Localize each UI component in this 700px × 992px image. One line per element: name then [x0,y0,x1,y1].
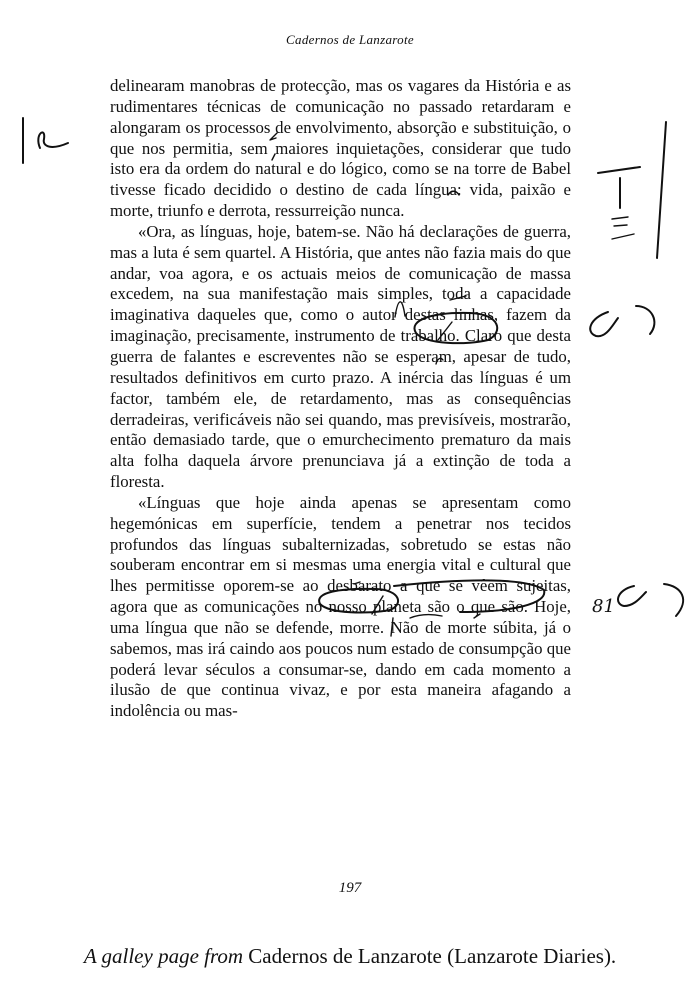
margin-mark-space [598,122,666,258]
margin-mark-81: 81 [592,596,615,617]
caption-title: Cadernos de Lanzarote (Lanzarote Diaries). [248,944,617,968]
figure-caption [0,944,700,969]
paragraph-3: «Línguas que hoje ainda apenas se apresentam como hegemónicas em superfície, tendem a penetrar nos tecidos profundos das línguas subalternizadas, sobretudo se estas não souberam encontrar em si mesmas uma energia vital e cultural que lhes permitisse oporem-se ao desbarato a que se vêem sujeitas, agora que as comunicações no nosso planeta são o que são. Hoje, uma língua que não se defende, morre. Não de morte súbita, já o sabemos, mas irá caindo aos poucos num estado de consumpção que poderá levar séculos a consumar-se, dando em cada momento a ilusão de que continua vivaz, e por esta maneira afagando a indolência ou mas- [110,492,571,721]
running-head: Cadernos de Lanzarote [286,32,414,47]
page-number: 197 [338,880,362,896]
paragraph-2: «Ora, as línguas, hoje, batem-se. Não há declarações de guerra, mas a luta é sem quartel. A História, que antes não fazia mais do que andar, voa agora, e os actuais meios de comunicação de massa excedem, na sua manifestação mais simples, toda a capacidade imaginativa daqueles que, como o autor destas linhas, fazem da imaginação, precisamente, instrumento de trabalho. Claro que desta guerra de falantes e escreventes não se esperam, apesar de tudo, resultados definitivos em curto prazo. A inércia das línguas é um factor, também ele, de retardamento, mas as consequências derradeiras, verificáveis não sei quando, mas previsíveis, mostrarão, então demasiado tarde, que o emurchecimento prematuro da mais alta folha daquela árvore prenunciava já a extinção de toda a floresta. [110,221,571,492]
margin-mark-closeup-1 [590,306,654,336]
margin-mark-closeup-2 [592,584,683,617]
margin-mark-e [23,118,68,163]
paragraph-1: delinearam manobras de protecção, mas os vagares da História e as rudimentares técnicas de comunicação no passado retardaram e alongaram os processos de envolvimento, absorção e substituição, o que nos permitia, sem maiores inquietações, considerar que tudo isto era da ordem do natural e do lógico, como se na torre de Babel tivesse ficado decidido o destino de cada língua: vida, paixão e morte, triunfo e derrota, ressurreição nunca. [110,76,571,221]
caption-italic: A galley page from [83,944,244,968]
body-text [110,76,571,722]
